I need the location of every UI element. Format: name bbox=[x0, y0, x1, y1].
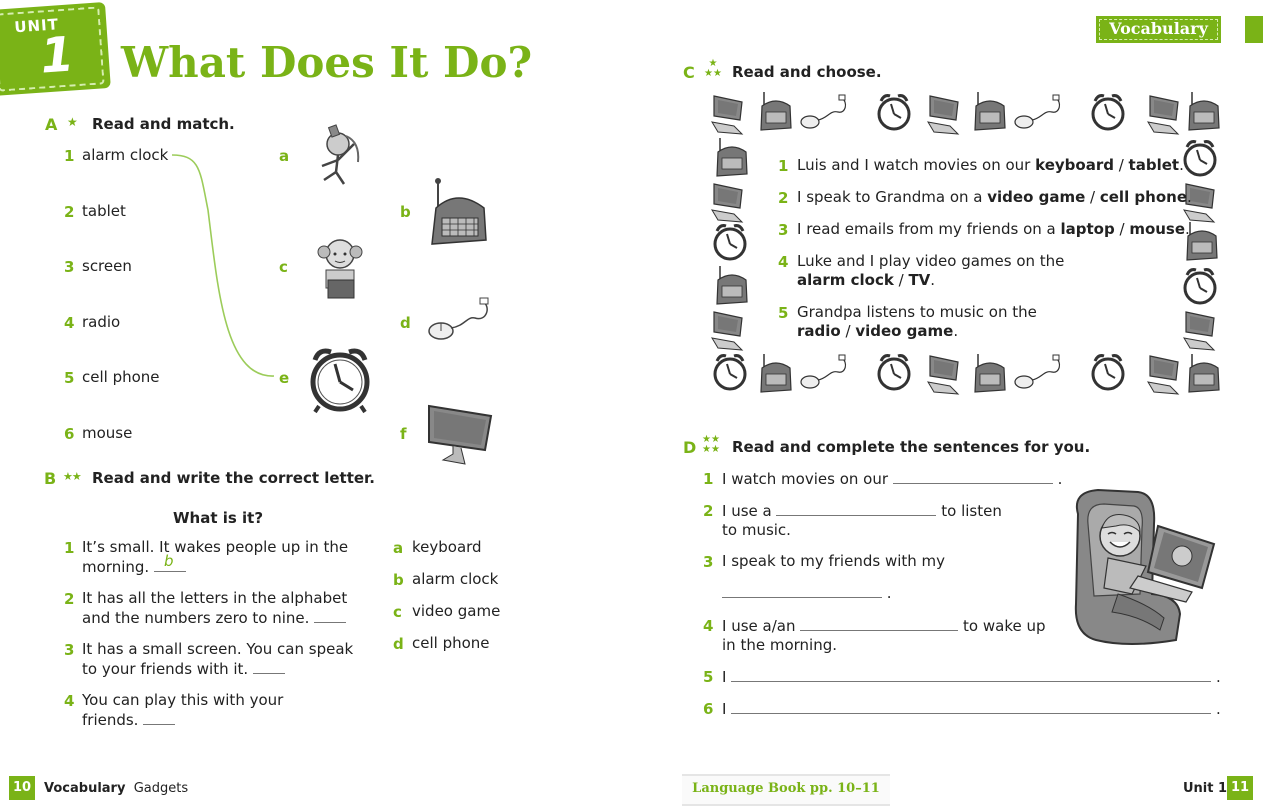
item-text: It’s small. It wakes people up in the bbox=[82, 538, 349, 556]
girl-with-phone-icon bbox=[310, 122, 370, 192]
option-text: alarm clock bbox=[412, 570, 499, 588]
vocabulary-tab-edge bbox=[1245, 16, 1263, 43]
list-item: I speak to Grandma on a video game / cell phone. bbox=[797, 188, 1192, 206]
list-item bbox=[797, 252, 1064, 290]
list-item-number: 4 bbox=[64, 692, 75, 710]
option-letter: a bbox=[393, 539, 404, 557]
unit-badge-label: UNIT bbox=[13, 15, 60, 37]
item-text-line2 bbox=[82, 552, 382, 577]
list-item: mouse bbox=[82, 424, 133, 442]
item-text: I bbox=[722, 668, 727, 686]
item-text: Luke and I play video games on the bbox=[797, 252, 1065, 270]
item-text: It has a small screen. You can speak bbox=[82, 640, 354, 658]
item-text: I read emails from my friends on a bbox=[797, 220, 1061, 238]
list-item-number: 2 bbox=[778, 189, 789, 207]
item-text: I watch movies on our bbox=[722, 470, 889, 488]
list-item: tablet bbox=[82, 202, 126, 220]
list-item-number: 2 bbox=[703, 502, 714, 520]
list-item bbox=[722, 667, 1221, 687]
list-item-number: 6 bbox=[64, 425, 75, 443]
two-stars-icon: ★★ bbox=[63, 470, 81, 483]
item-text-line2: in the morning. bbox=[722, 636, 837, 654]
list-item-number: 3 bbox=[778, 221, 789, 239]
item-text: to your friends with it. bbox=[82, 660, 249, 678]
four-stars-icon: ★★ ★★ bbox=[702, 434, 720, 455]
item-text-line2: radio / video game. bbox=[797, 322, 959, 340]
item-text: to listen bbox=[941, 502, 1002, 520]
section-b-title: Read and write the correct letter. bbox=[92, 469, 376, 487]
section-d-title: Read and complete the sentences for you. bbox=[732, 438, 1091, 456]
item-text: . bbox=[1216, 700, 1221, 718]
answer-blank[interactable] bbox=[253, 659, 285, 674]
choice-option[interactable]: radio bbox=[797, 322, 841, 340]
star-icon: ★ bbox=[67, 115, 78, 129]
item-text: I use a bbox=[722, 502, 772, 520]
list-item-number: 6 bbox=[703, 700, 714, 718]
footer-topic: Gadgets bbox=[133, 781, 189, 796]
list-item-number: 3 bbox=[64, 641, 75, 659]
choice-option[interactable]: laptop bbox=[1060, 220, 1115, 238]
monitor-icon bbox=[425, 402, 493, 466]
list-item-number: 1 bbox=[64, 147, 75, 165]
item-text: . bbox=[1057, 470, 1063, 488]
list-item-number: 4 bbox=[703, 617, 714, 635]
boy-with-laptop-icon bbox=[1068, 484, 1218, 648]
match-line bbox=[170, 150, 280, 382]
page-number-left-label: 10 bbox=[12, 780, 32, 795]
item-text: . bbox=[1187, 188, 1192, 206]
list-item-number: 5 bbox=[703, 668, 714, 686]
section-b-subtitle: What is it? bbox=[173, 509, 264, 527]
list-item-number: 2 bbox=[64, 590, 75, 608]
footer-center-banner bbox=[682, 774, 890, 806]
option-letter: d bbox=[393, 635, 404, 653]
list-item: radio bbox=[82, 313, 121, 331]
list-item-number: 1 bbox=[703, 470, 714, 488]
list-item-number: 4 bbox=[778, 253, 789, 271]
choice-option[interactable]: mouse bbox=[1129, 220, 1186, 238]
item-text: and the numbers zero to nine. bbox=[82, 609, 310, 627]
list-item-number: 3 bbox=[703, 553, 714, 571]
three-stars-icon: ★ ★★ bbox=[704, 58, 722, 79]
footer-center-label: Language Book pp. 10–11 bbox=[692, 781, 880, 796]
choice-option[interactable]: alarm clock bbox=[797, 271, 894, 289]
section-b-letter: B bbox=[44, 469, 57, 488]
item-text-line2 bbox=[82, 710, 382, 730]
option-letter: b bbox=[393, 571, 404, 589]
list-item bbox=[722, 616, 1046, 655]
list-item-number: 4 bbox=[64, 314, 75, 332]
item-text-line2: alarm clock / TV. bbox=[797, 271, 936, 289]
footer-section-name: Vocabulary bbox=[44, 781, 126, 796]
match-letter-b: b bbox=[400, 203, 411, 221]
option-text: keyboard bbox=[412, 538, 482, 556]
list-item bbox=[797, 303, 1037, 341]
list-item-number: 1 bbox=[778, 157, 789, 175]
list-item: I read emails from my friends on a laptop / mouse. bbox=[797, 220, 1190, 238]
alarm-clock-icon bbox=[305, 346, 375, 414]
footer-right-section: Unit 1 bbox=[1183, 781, 1228, 796]
list-item: alarm clock bbox=[82, 146, 169, 164]
list-item: screen bbox=[82, 257, 132, 275]
option-letter: c bbox=[393, 603, 402, 621]
choice-option[interactable]: video game bbox=[855, 322, 954, 340]
answer-blank[interactable] bbox=[143, 710, 175, 725]
match-letter-f: f bbox=[400, 425, 407, 443]
answer-blank[interactable] bbox=[800, 616, 958, 631]
list-item bbox=[722, 699, 1221, 719]
item-text: I speak to my friends with my bbox=[722, 552, 946, 570]
page-title: What Does It Do? bbox=[121, 38, 533, 87]
footer-left-section bbox=[44, 781, 188, 796]
answer-value: b bbox=[163, 552, 174, 570]
choice-option[interactable]: keyboard bbox=[1035, 156, 1114, 174]
list-item: cell phone bbox=[82, 368, 160, 386]
item-text: You can play this with your bbox=[82, 691, 284, 709]
item-text: . bbox=[1179, 156, 1184, 174]
list-item-number: 2 bbox=[64, 203, 75, 221]
list-item bbox=[82, 640, 382, 679]
list-item-number: 3 bbox=[64, 258, 75, 276]
answer-blank[interactable] bbox=[731, 667, 1211, 682]
item-text: to wake up bbox=[963, 617, 1046, 635]
choice-option[interactable]: cell phone bbox=[1099, 188, 1188, 206]
item-text: . bbox=[953, 322, 959, 340]
item-text: Luis and I watch movies on our bbox=[797, 156, 1036, 174]
item-text: . bbox=[930, 271, 936, 289]
item-text: I use a/an bbox=[722, 617, 796, 635]
page-number-right bbox=[1227, 776, 1253, 800]
section-a-letter: A bbox=[45, 115, 58, 134]
list-item bbox=[722, 469, 1062, 489]
item-text: Grandpa listens to music on the bbox=[797, 303, 1037, 321]
gadget-border-icon bbox=[700, 88, 1230, 400]
item-text: I bbox=[722, 700, 727, 718]
list-item bbox=[82, 589, 382, 628]
unit-badge-number: 1 bbox=[38, 26, 76, 85]
item-text-line2: to music. bbox=[722, 521, 791, 539]
radio-icon bbox=[428, 178, 490, 246]
page-number-left bbox=[9, 776, 35, 800]
option-text: video game bbox=[412, 602, 501, 620]
section-a-title: Read and match. bbox=[92, 115, 235, 133]
match-letter-e: e bbox=[279, 369, 290, 387]
section-d-letter: D bbox=[683, 438, 697, 457]
answer-blank[interactable] bbox=[731, 699, 1211, 714]
match-letter-a: a bbox=[279, 147, 290, 165]
item-text-line2 bbox=[82, 659, 382, 679]
answer-blank[interactable] bbox=[722, 583, 882, 598]
girl-with-laptop-icon bbox=[312, 234, 368, 302]
match-letter-d: d bbox=[400, 314, 411, 332]
answer-blank[interactable] bbox=[893, 469, 1053, 484]
section-c-letter: C bbox=[683, 63, 695, 82]
item-text: . bbox=[886, 584, 892, 602]
answer-blank[interactable] bbox=[776, 501, 936, 516]
list-item-number: 5 bbox=[778, 304, 789, 322]
vocabulary-tab bbox=[1096, 16, 1221, 43]
list-item bbox=[722, 501, 1002, 540]
choice-option[interactable]: tablet bbox=[1128, 156, 1180, 174]
item-text-line2 bbox=[82, 608, 382, 628]
item-text: morning. bbox=[82, 558, 150, 576]
answer-blank[interactable] bbox=[314, 608, 346, 623]
mouse-icon bbox=[425, 296, 497, 342]
choice-option[interactable]: TV bbox=[908, 271, 931, 289]
match-letter-c: c bbox=[279, 258, 288, 276]
unit-badge bbox=[0, 2, 111, 96]
list-item-number: 1 bbox=[64, 539, 75, 557]
list-item bbox=[722, 552, 945, 603]
item-text: friends. bbox=[82, 711, 139, 729]
list-item: Luis and I watch movies on our keyboard / tablet. bbox=[797, 156, 1184, 174]
choice-option[interactable]: video game bbox=[987, 188, 1086, 206]
item-text: It has all the letters in the alphabet bbox=[82, 589, 348, 607]
list-item-number: 5 bbox=[64, 369, 75, 387]
list-item bbox=[82, 538, 382, 577]
section-c-title: Read and choose. bbox=[732, 63, 882, 81]
answer-blank[interactable] bbox=[154, 552, 186, 572]
vocabulary-tab-label: Vocabulary bbox=[1109, 19, 1208, 38]
item-text: . bbox=[1185, 220, 1190, 238]
item-text: I speak to Grandma on a bbox=[797, 188, 988, 206]
item-text: . bbox=[1216, 668, 1221, 686]
page-number-right-label: 11 bbox=[1230, 780, 1250, 795]
list-item bbox=[82, 691, 382, 730]
option-text: cell phone bbox=[412, 634, 490, 652]
